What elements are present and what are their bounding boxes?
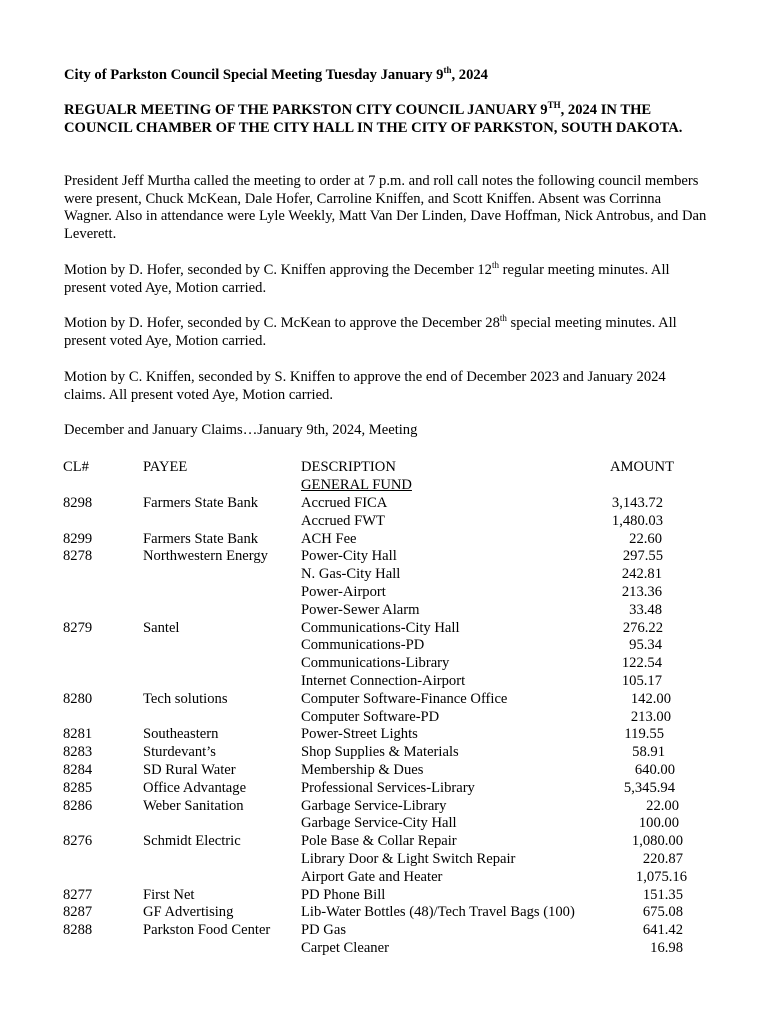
claim-payee: Schmidt Electric: [143, 833, 241, 850]
claim-description: Power-Airport: [301, 584, 386, 600]
claim-amount: 122.54: [621, 655, 662, 672]
claim-description: Garbage Service-City Hall: [301, 815, 457, 832]
claim-row: [0, 636, 770, 654]
motion-dec12-text-a: Motion by D. Hofer, seconded by C. Kniffen approving the December 12: [64, 262, 492, 278]
meeting-subtitle-sup: TH: [547, 100, 561, 111]
claim-description: Professional Services-Library: [301, 779, 475, 796]
claim-amount: 675.08: [642, 904, 683, 921]
claim-description: Accrued FICA: [301, 495, 388, 511]
claim-row: [0, 903, 770, 921]
claim-description: Internet Connection-Airport: [301, 673, 466, 689]
claim-row: [0, 761, 770, 779]
claim-row: [0, 619, 770, 637]
claim-description: Computer Software-Finance Office: [301, 690, 508, 707]
claim-amount: 242.81: [621, 566, 662, 583]
claim-amount: 119.55: [624, 726, 664, 743]
claim-number: 8277: [63, 886, 93, 903]
claim-payee: Santel: [143, 619, 180, 636]
claim-description: Carpet Cleaner: [301, 940, 389, 956]
claim-amount: 641.42: [642, 922, 683, 939]
claim-payee: GF Advertising: [143, 904, 234, 921]
paragraph-roll-call: President Jeff Murtha called the meeting to order at 7 p.m. and roll call notes the following council members were present, Chuck McKean, Dale Hofer, Carroline Kniffen, and Scott Kniffen. Absent was Corrinna Wagner. Also in attendance were Lyle Weekly, Matt Van Der Linden, Dave Hoffman, Nick Antrobus, and Dan Leverett.: [64, 173, 707, 243]
claim-amount: 95.34: [629, 637, 662, 654]
claim-amount: 220.87: [642, 851, 683, 867]
claim-row: [0, 672, 770, 690]
claim-row: [0, 583, 770, 601]
meeting-subtitle-part2: , 2024 IN THE COUNCIL CHAMBER OF THE CITY HALL IN THE CITY OF PARKSTON, SOUTH DAKOTA.: [64, 102, 683, 136]
claim-row: [0, 494, 770, 512]
claim-description: Garbage Service-Library: [301, 797, 447, 814]
claim-payee: Southeastern: [143, 726, 219, 743]
claim-amount: 1,075.16: [635, 868, 687, 885]
claim-amount: 213.36: [621, 584, 662, 600]
claim-payee: Farmers State Bank: [143, 530, 259, 547]
claim-description: Library Door & Light Switch Repair: [301, 851, 516, 867]
claim-number: 8287: [63, 904, 93, 921]
claim-amount: 58.91: [632, 744, 665, 761]
header-description: DESCRIPTION: [301, 459, 396, 475]
meeting-title-suffix: , 2024: [451, 67, 488, 83]
claim-amount: 105.17: [621, 673, 662, 689]
claim-row: [0, 565, 770, 583]
claim-amount: 142.00: [630, 690, 671, 707]
claims-header-row: [0, 458, 770, 476]
claim-row: [0, 690, 770, 708]
claim-number: 8283: [63, 744, 93, 761]
claim-description: Membership & Dues: [301, 762, 424, 778]
claim-payee: Tech solutions: [143, 690, 228, 707]
claim-description: PD Phone Bill: [301, 886, 386, 903]
claim-amount: 276.22: [622, 619, 663, 636]
claim-amount: 213.00: [630, 708, 671, 725]
motion-dec12-sup: th: [491, 260, 499, 271]
paragraph-motion-minutes-dec28: [64, 315, 709, 350]
motion-dec28-sup: th: [499, 313, 507, 324]
claim-description: Communications-Library: [301, 655, 450, 672]
claim-row: [0, 530, 770, 548]
claim-payee: Weber Sanitation: [143, 797, 244, 814]
claim-row: [0, 850, 770, 868]
claim-row: [0, 743, 770, 761]
claim-amount: 640.00: [634, 762, 675, 778]
claim-number: 8286: [63, 797, 93, 814]
claim-description: Power-City Hall: [301, 548, 397, 565]
motion-dec28-text-b: special meeting minutes. All present voted Aye, Motion carried.: [64, 315, 677, 349]
meeting-title: [64, 66, 714, 84]
claim-description: Power-Sewer Alarm: [301, 601, 420, 618]
meeting-subtitle-part1: REGUALR MEETING OF THE PARKSTON CITY COUNCIL JANUARY 9: [64, 102, 548, 118]
claim-row: [0, 797, 770, 815]
fund-label: GENERAL FUND: [301, 477, 412, 493]
claim-number: 8280: [63, 690, 93, 707]
meeting-subtitle: [64, 101, 704, 137]
claim-payee: Office Advantage: [143, 779, 247, 796]
claim-payee: SD Rural Water: [143, 762, 236, 778]
claim-row: [0, 886, 770, 904]
claim-number: 8285: [63, 779, 93, 796]
motion-dec28-text-a: Motion by D. Hofer, seconded by C. McKean to approve the December 28: [64, 315, 500, 331]
claim-description: Computer Software-PD: [301, 708, 440, 725]
claim-description: ACH Fee: [301, 530, 357, 547]
claim-amount: 5,345.94: [623, 779, 675, 796]
claim-amount: 16.98: [650, 940, 683, 956]
claim-amount: 22.00: [646, 797, 679, 814]
claim-description: Pole Base & Collar Repair: [301, 833, 457, 850]
claim-row: [0, 547, 770, 565]
header-cl: CL#: [63, 459, 89, 475]
claim-row: [0, 779, 770, 797]
claim-number: 8279: [63, 619, 93, 636]
claim-number: 8281: [63, 726, 93, 743]
paragraph-motion-minutes-dec12: [64, 262, 709, 297]
meeting-title-sup: th: [443, 65, 452, 76]
claim-number: 8299: [63, 530, 93, 547]
claim-number: 8298: [63, 495, 93, 511]
claim-amount: 33.48: [629, 601, 662, 618]
claim-payee: Northwestern Energy: [143, 548, 268, 565]
claim-number: 8284: [63, 762, 93, 778]
claim-number: 8278: [63, 548, 93, 565]
claim-row: [0, 654, 770, 672]
claim-description: Communications-City Hall: [301, 619, 460, 636]
header-payee: PAYEE: [143, 459, 188, 475]
claim-description: N. Gas-City Hall: [301, 566, 401, 583]
claim-amount: 100.00: [638, 815, 679, 832]
claim-payee: First Net: [143, 886, 195, 903]
claim-description: Power-Street Lights: [301, 726, 418, 743]
claim-row: [0, 601, 770, 619]
claim-row: [0, 725, 770, 743]
claim-description: Airport Gate and Heater: [301, 868, 443, 885]
claim-row: [0, 939, 770, 957]
claim-amount: 297.55: [622, 548, 663, 565]
claim-row: [0, 512, 770, 530]
claim-payee: Sturdevant’s: [143, 744, 216, 761]
claim-row: [0, 708, 770, 726]
claim-description: Accrued FWT: [301, 512, 385, 529]
claim-description: Communications-PD: [301, 637, 425, 654]
claim-row: [0, 814, 770, 832]
fund-row: [0, 476, 770, 494]
claim-row: [0, 832, 770, 850]
claim-description: Shop Supplies & Materials: [301, 744, 459, 761]
claim-amount: 3,143.72: [611, 495, 663, 511]
header-amount: AMOUNT: [609, 459, 674, 475]
claim-amount: 151.35: [642, 886, 683, 903]
claim-description: Lib-Water Bottles (48)/Tech Travel Bags (100): [301, 904, 575, 921]
claim-number: 8288: [63, 922, 93, 939]
paragraph-motion-claims: Motion by C. Kniffen, seconded by S. Kniffen to approve the end of December 2023 and January 2024 claims. All present voted Aye, Motion carried.: [64, 369, 666, 403]
claim-payee: Farmers State Bank: [143, 495, 259, 511]
claim-amount: 1,480.03: [611, 512, 663, 529]
motion-dec12-text-b: regular meeting minutes. All present voted Aye, Motion carried.: [64, 262, 670, 296]
claim-number: 8276: [63, 833, 93, 850]
claim-amount: 22.60: [629, 530, 662, 547]
claim-description: PD Gas: [301, 922, 346, 939]
claim-payee: Parkston Food Center: [143, 922, 271, 939]
claim-amount: 1,080.00: [631, 833, 683, 850]
claim-row: [0, 868, 770, 886]
claims-caption: December and January Claims…January 9th, 2024, Meeting: [64, 422, 418, 438]
meeting-title-text: City of Parkston Council Special Meeting Tuesday January 9: [64, 67, 444, 83]
claim-row: [0, 921, 770, 939]
